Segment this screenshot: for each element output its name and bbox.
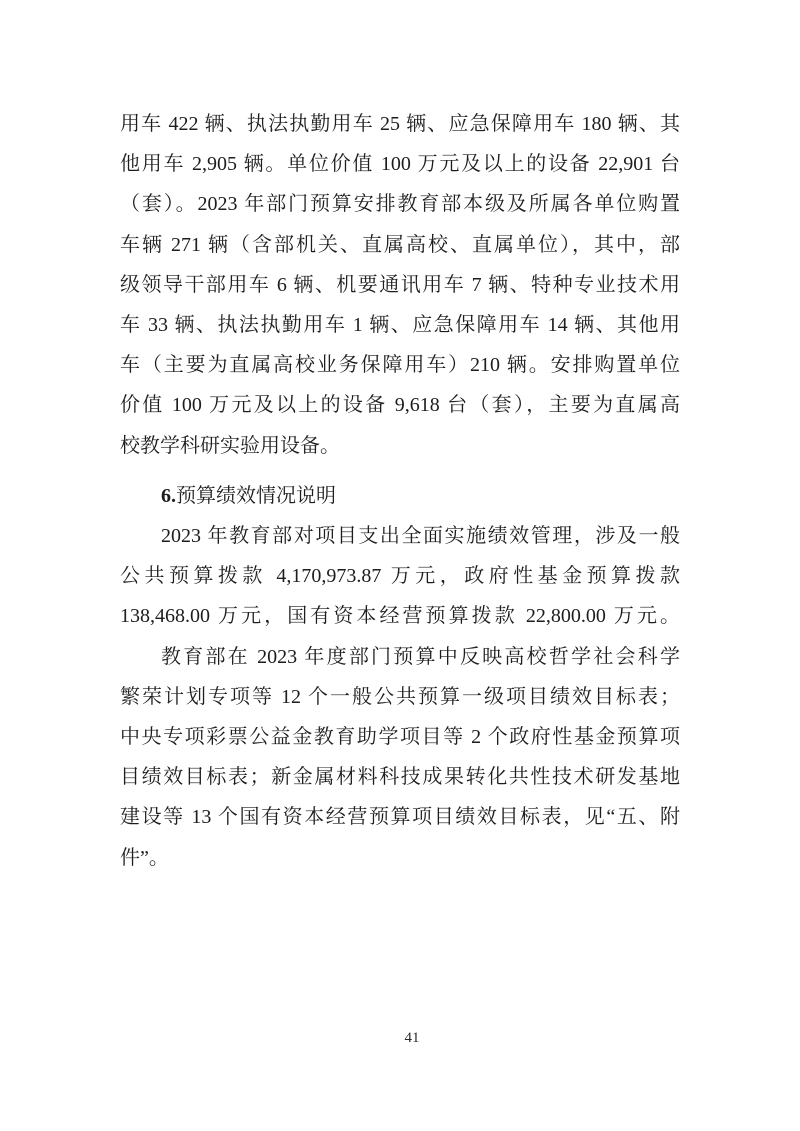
paragraph1-line: 车辆 271 辆（含部机关、直属高校、直属单位），其中，部 [120, 233, 680, 256]
paragraph4-line: 中央专项彩票公益金教育助学项目等 2 个政府性基金预算项 [120, 726, 680, 749]
paragraph3-line: 138,468.00 万元，国有资本经营预算拨款 22,800.00 万元。 [120, 605, 680, 628]
page-number: 41 [404, 1030, 420, 1046]
paragraph1-line: 校教学科研实验用设备。 [120, 434, 340, 457]
paragraph4-line: 件”。 [120, 846, 169, 869]
section-number: 6. [161, 484, 176, 507]
paragraph4-line: 建设等 13 个国有资本经营预算项目绩效目标表，见“五、附 [120, 806, 680, 829]
paragraph4-line: 繁荣计划专项等 12 个一般公共预算一级项目绩效目标表； [120, 685, 680, 708]
paragraph1-line: 车 33 辆、执法执勤用车 1 辆、应急保障用车 14 辆、其他用 [120, 314, 680, 337]
section-title: 预算绩效情况说明 [176, 484, 336, 507]
paragraph3-line: 公共预算拨款 4,170,973.87 万元，政府性基金预算拨款 [120, 565, 680, 588]
paragraph1-line: 他用车 2,905 辆。单位价值 100 万元及以上的设备 22,901 台 [120, 153, 680, 176]
paragraph1-line: 车（主要为直属高校业务保障用车）210 辆。安排购置单位 [120, 354, 680, 377]
paragraph3-line: 2023 年教育部对项目支出全面实施绩效管理，涉及一般 [161, 525, 680, 548]
body-text [120, 104, 680, 878]
paragraph1-line: 价值 100 万元及以上的设备 9,618 台（套），主要为直属高 [120, 394, 680, 417]
paragraph1-line: 级领导干部用车 6 辆、机要通讯用车 7 辆、特种专业技术用 [120, 273, 680, 296]
paragraph4-line: 目绩效目标表；新金属材料科技成果转化共性技术研发基地 [120, 766, 680, 789]
paragraph4-line: 教育部在 2023 年度部门预算中反映高校哲学社会科学 [161, 645, 680, 668]
paragraph1-line: 用车 422 辆、执法执勤用车 25 辆、应急保障用车 180 辆、其 [120, 113, 680, 135]
paragraph1-line: （套）。2023 年部门预算安排教育部本级及所属各单位购置 [120, 193, 680, 216]
section-heading [120, 476, 680, 516]
